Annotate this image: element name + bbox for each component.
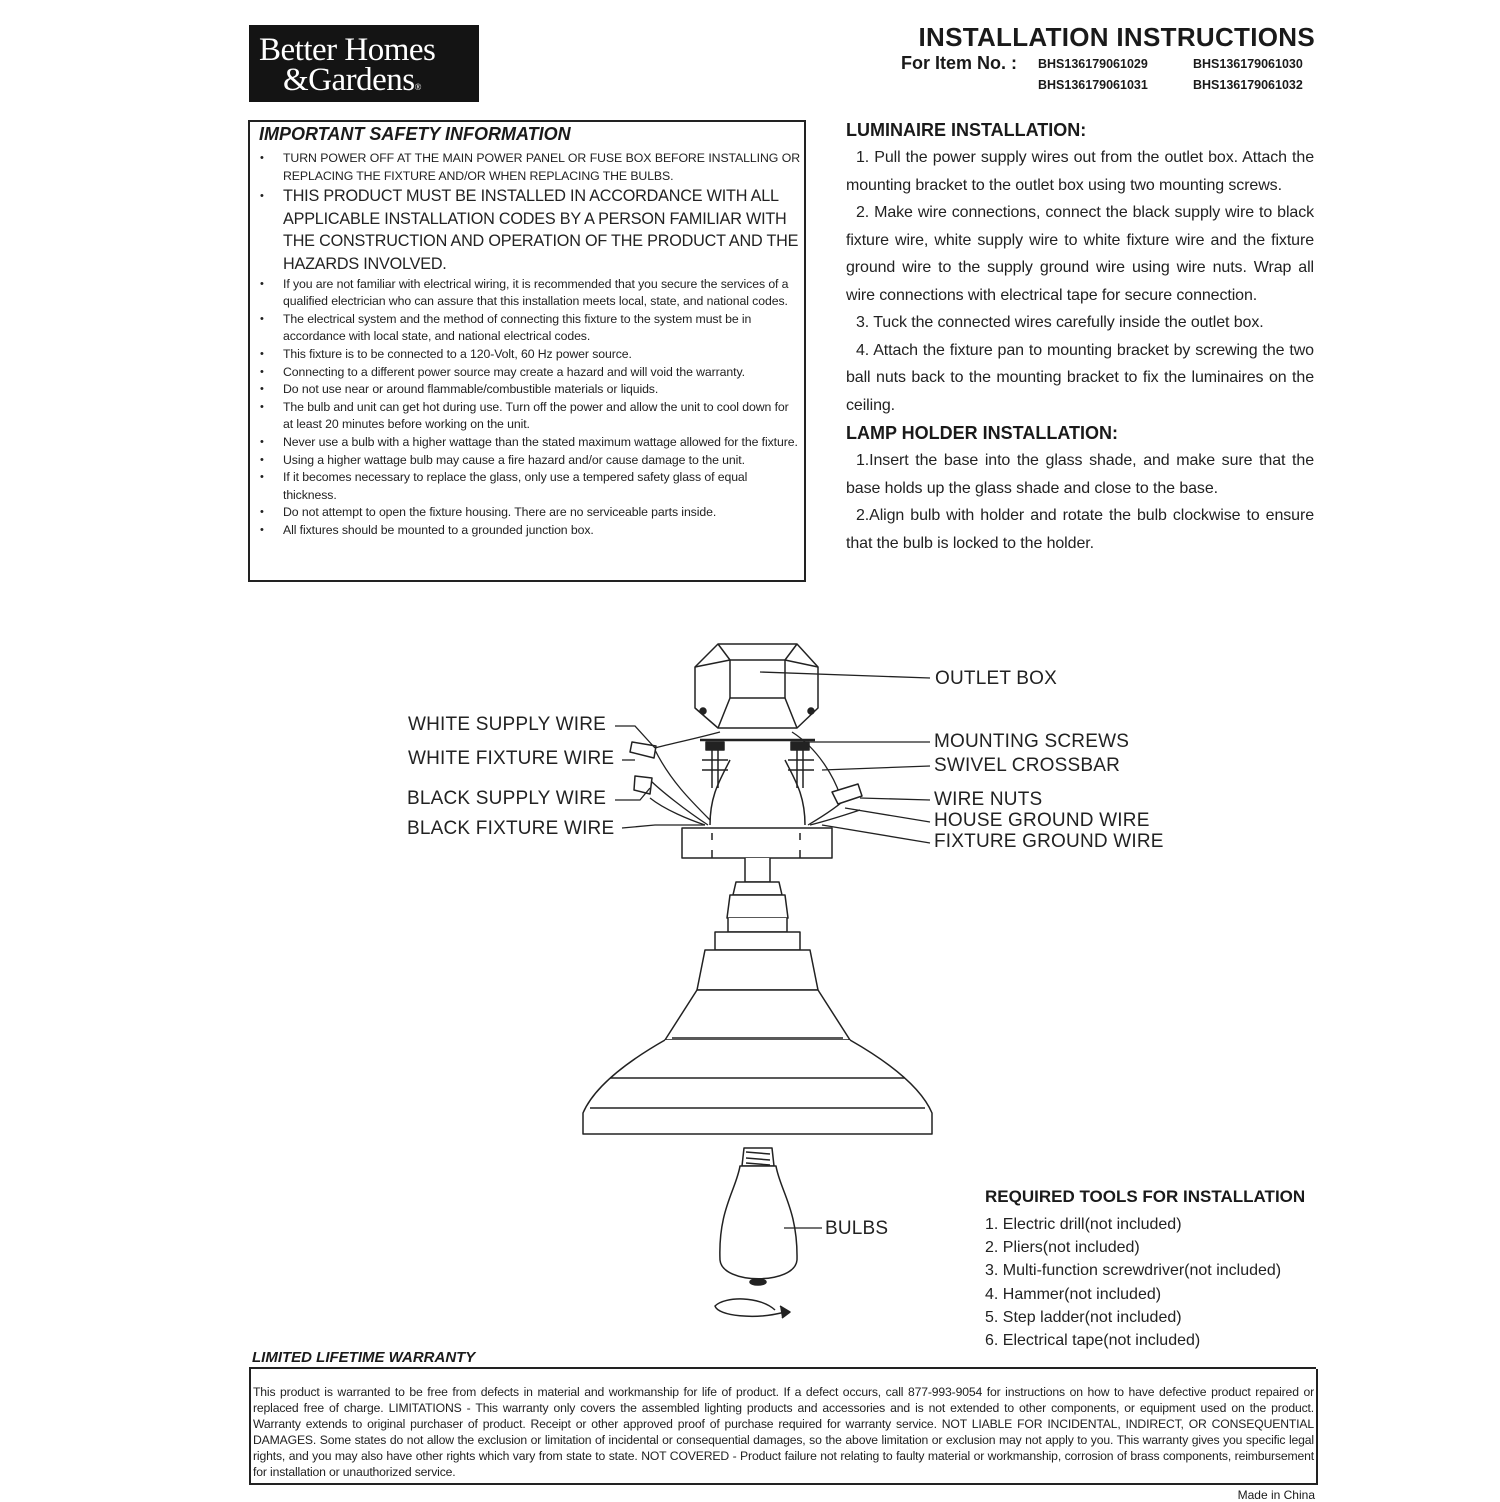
safety-item: • The bulb and unit can get hot during use. Turn off the power and allow the unit to cool down for at least 20 minutes before working on the unit. [254,399,800,434]
safety-item: • Using a higher wattage bulb may cause a fire hazard and/or cause damage to the unit. [254,452,800,470]
required-tools-list [985,1213,1281,1352]
safety-item: • TURN POWER OFF AT THE MAIN POWER PANEL OR FUSE BOX BEFORE INSTALLING OR REPLACING THE FIXTURE AND/OR WHEN REPLACING THE BULBS. [254,150,800,185]
label-black-fixture-wire: BLACK FIXTURE WIRE [407,818,615,839]
safety-item: • THIS PRODUCT MUST BE INSTALLED IN ACCORDANCE WITH ALL APPLICABLE INSTALLATION CODES BY A PERSON FAMILIAR WITH THE CONSTRUCTION AND OPERATION OF THE PRODUCT AND THE HAZARDS INVOLVED. [254,185,800,275]
item-number: BHS136179061029 [1038,57,1148,71]
fixture-neck-drawing [715,858,800,950]
made-in-label: Made in China [1237,1488,1315,1502]
brand-logo [249,25,479,102]
safety-item: • If you are not familiar with electrical wiring, it is recommended that you secure the services of a qualified electrician who can assure that this installation meets local, state, and national codes. [254,276,800,311]
wire-nuts-drawing [630,742,862,804]
luminaire-step: 2. Make wire connections, connect the black supply wire to black fixture wire, white supply wire to white fixture wire and the fixture ground wire to the supply ground wire using wire nuts. Wrap all wire connections with electrical tape for secure connection. [846,204,1314,304]
rotate-arrow-drawing [715,1299,785,1316]
tool-item: 4. Hammer(not included) [985,1285,1162,1303]
outlet-box-drawing [695,644,818,728]
safety-item: • Do not use near or around flammable/combustible materials or liquids. [254,381,800,399]
safety-item: • The electrical system and the method of connecting this fixture to the system must be in accordance with local state, and national electrical codes. [254,311,800,346]
item-number: BHS136179061032 [1193,78,1303,92]
brand-line-2-text: &Gardens [283,62,415,98]
tool-item: 3. Multi-function screwdriver(not included) [985,1262,1282,1280]
warranty-title: LIMITED LIFETIME WARRANTY [252,1349,476,1366]
luminaire-installation-title: LUMINAIRE INSTALLATION: [846,120,1087,140]
brand-line-2 [283,63,421,104]
safety-item: • This fixture is to be connected to a 120-Volt, 60 Hz power source. [254,346,800,364]
required-tools-title: REQUIRED TOOLS FOR INSTALLATION [985,1187,1306,1206]
lamp-holder-installation-title: LAMP HOLDER INSTALLATION: [846,423,1118,443]
warranty-box [249,1369,1318,1485]
safety-item: • If it becomes necessary to replace the glass, only use a tempered safety glass of equal thickness. [254,469,800,504]
safety-item: • Connecting to a different power source may create a hazard and will void the warranty. [254,364,800,382]
safety-item: • Do not attempt to open the fixture housing. There are no serviceable parts inside. [254,504,800,522]
luminaire-step: 3. Tuck the connected wires carefully inside the outlet box. [856,314,1264,331]
label-mounting-screws: MOUNTING SCREWS [934,731,1130,752]
safety-list [254,150,800,539]
safety-item: • Never use a bulb with a higher wattage than the stated maximum wattage allowed for the fixture. [254,434,800,452]
tool-item: 6. Electrical tape(not included) [985,1332,1201,1350]
lamp-holder-steps [846,447,1314,557]
luminaire-steps [846,144,1314,419]
wires-drawing [650,732,860,825]
tool-item: 1. Electric drill(not included) [985,1216,1182,1233]
shade-drawing [583,950,932,1134]
safety-title: IMPORTANT SAFETY INFORMATION [259,124,571,144]
document-title: INSTALLATION INSTRUCTIONS [918,22,1315,52]
item-number-label: For Item No. : [901,53,1017,73]
canopy-pan-drawing [682,828,832,858]
label-bulbs: BULBS [825,1218,889,1239]
brand-line-1: Better Homes [259,32,436,68]
label-house-ground-wire: HOUSE GROUND WIRE [934,810,1150,831]
label-white-fixture-wire: WHITE FIXTURE WIRE [408,748,615,769]
fixture-diagram [560,620,970,1340]
label-black-supply-wire: BLACK SUPPLY WIRE [407,788,607,809]
lamp-holder-step: 1.Insert the base into the glass shade, and make sure that the base holds up the glass shade and close to the base. [846,452,1314,497]
safety-information-box [248,120,806,582]
label-white-supply-wire: WHITE SUPPLY WIRE [408,714,607,735]
item-number: BHS136179061030 [1193,57,1303,71]
lamp-holder-step: 2.Align bulb with holder and rotate the bulb clockwise to ensure that the bulb is locked to the holder. [846,507,1314,552]
item-number: BHS136179061031 [1038,78,1148,92]
label-swivel-crossbar: SWIVEL CROSSBAR [934,755,1121,776]
luminaire-step: 4. Attach the fixture pan to mounting bracket by screwing the two ball nuts back to the mounting bracket to fix the luminaires on the ceiling. [846,341,1314,414]
safety-item: • All fixtures should be mounted to a grounded junction box. [254,522,800,540]
tool-item: 5. Step ladder(not included) [985,1308,1182,1326]
label-fixture-ground-wire: FIXTURE GROUND WIRE [934,831,1164,852]
label-outlet-box: OUTLET BOX [935,668,1058,689]
tool-item: 2. Pliers(not included) [985,1239,1140,1257]
registered-mark: ® [414,82,421,92]
warranty-text: This product is warranted to be free from defects in material and workmanship for life of product. If a defect occurs, call 877-993-9054 for instructions on how to have defective product repaired or replaced free of charge. LIMITATIONS - This warranty only covers the assembled lighting products and accessories and is not extended to other components, or equipment used on the product. Warranty extends to original purchaser of product. Receipt or other approved proof of purchase required for warranty service. NOT LIABLE FOR INCIDENTAL, INDIRECT, OR CONSEQUENTIAL DAMAGES. Some states do not allow the exclusion or limitation of incidental or consequential damages, so the above limitation or exclusion may not apply to you. This warranty gives you specific legal rights, and you may also have other rights which vary from state to state. NOT COVERED - Product failure not relating to faulty material or workmanship, corrosion of brass components, reimbursement for installation or unauthorized service. [253,1385,1314,1479]
bulb-drawing [720,1148,797,1285]
label-wire-nuts: WIRE NUTS [934,789,1043,810]
luminaire-step: 1. Pull the power supply wires out from the outlet box. Attach the mounting bracket to the outlet box using two mounting screws. [846,149,1314,194]
